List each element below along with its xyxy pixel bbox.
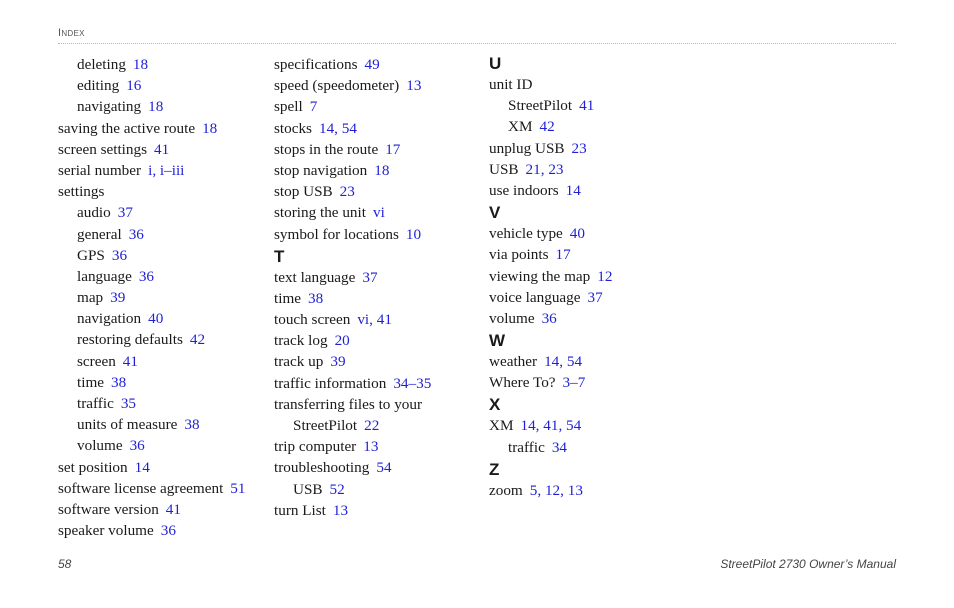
page-reference-link[interactable]: 52 <box>329 480 345 498</box>
page-reference-link[interactable]: 18 <box>132 56 149 73</box>
page-reference-link[interactable]: 36 <box>111 246 128 264</box>
page-reference-link[interactable]: 36 <box>138 267 155 285</box>
index-entry <box>274 288 431 309</box>
page-reference-link[interactable]: 17 <box>555 246 571 264</box>
index-term: units of measure <box>77 416 178 434</box>
page-reference-link[interactable]: 49 <box>364 56 380 73</box>
index-entry <box>489 415 612 436</box>
index-term: track up <box>274 353 324 371</box>
index-entry <box>274 330 431 351</box>
index-term: stop navigation <box>274 161 368 179</box>
page-reference-link[interactable]: 41 <box>154 140 170 158</box>
index-term: language <box>77 267 132 285</box>
index-term: use indoors <box>489 181 559 199</box>
index-entry <box>489 480 612 501</box>
index-term: storing the unit <box>274 204 366 222</box>
page-reference-link[interactable]: 14 <box>565 181 581 199</box>
index-term: traffic <box>508 438 545 456</box>
index-entry <box>274 54 431 75</box>
page-reference-link[interactable]: 36 <box>128 225 144 243</box>
page-reference-link[interactable]: 23 <box>571 139 587 157</box>
index-term: screen settings <box>58 140 147 158</box>
page-reference-link[interactable]: 17 <box>385 140 401 158</box>
index-entry <box>274 500 431 521</box>
page-reference-link[interactable]: 37 <box>587 288 603 306</box>
index-term: saving the active route <box>58 119 196 137</box>
index-subentry <box>58 245 245 266</box>
index-term: via points <box>489 246 549 264</box>
index-entry <box>274 267 431 288</box>
page-reference-link[interactable]: 3–7 <box>562 374 586 392</box>
index-subentry <box>58 75 245 96</box>
index-term: troubleshooting <box>274 459 370 477</box>
index-subentry <box>58 351 245 372</box>
index-term: touch screen <box>274 311 351 329</box>
page-reference-link[interactable]: 23 <box>339 183 355 201</box>
index-entry <box>274 394 431 415</box>
page-reference-link[interactable]: vi, 41 <box>357 311 392 329</box>
index-entry <box>58 478 245 499</box>
index-entry <box>274 351 431 372</box>
index-column-1 <box>58 54 245 541</box>
page-reference-link[interactable]: 38 <box>308 289 324 307</box>
index-subentry <box>489 95 612 116</box>
page-reference-link[interactable]: 41 <box>122 352 138 370</box>
index-entry <box>489 244 612 265</box>
index-entry <box>274 160 431 181</box>
index-letter-heading: Z <box>489 459 500 479</box>
index-term: vehicle type <box>489 225 563 243</box>
index-subentry <box>58 287 245 308</box>
index-entry <box>274 224 431 245</box>
page-reference-link[interactable]: 14, 54 <box>318 119 357 137</box>
index-entry <box>489 223 612 244</box>
page-reference-link[interactable]: 22 <box>364 417 380 434</box>
page-reference-link[interactable]: 36 <box>541 309 557 327</box>
index-entry <box>274 436 431 457</box>
page-reference-link[interactable]: 18 <box>374 161 390 179</box>
index-term: serial number <box>58 161 142 179</box>
index-term: trip computer <box>274 438 357 456</box>
index-term: traffic <box>77 395 114 412</box>
index-entry <box>489 287 612 308</box>
index-term: text language <box>274 268 356 286</box>
index-term: software version <box>58 500 159 518</box>
page-reference-link[interactable]: 14, 41, 54 <box>520 417 582 435</box>
index-entry <box>489 74 612 95</box>
page-reference-link[interactable]: 18 <box>202 119 218 137</box>
index-letter-heading: T <box>274 246 285 266</box>
page-reference-link[interactable]: 41 <box>165 500 181 518</box>
index-term: time <box>77 373 104 391</box>
index-subentry <box>58 435 245 456</box>
index-subentry <box>58 308 245 329</box>
index-subentry <box>58 54 245 75</box>
index-entry <box>489 351 612 372</box>
index-subentry <box>58 372 245 393</box>
index-column-2 <box>274 54 431 521</box>
page-reference-link[interactable]: 20 <box>334 332 350 350</box>
index-term: map <box>77 289 104 307</box>
index-term: unit ID <box>489 76 533 93</box>
page-reference-link[interactable]: 34 <box>551 438 568 456</box>
page-reference-link[interactable]: 40 <box>569 225 585 243</box>
index-term: software license agreement <box>58 479 224 497</box>
index-term: audio <box>77 204 111 222</box>
index-subentry <box>58 329 245 350</box>
page-reference-link[interactable]: 39 <box>110 289 126 307</box>
index-term: navigating <box>77 98 142 116</box>
index-term: editing <box>77 77 120 95</box>
index-term: stocks <box>274 119 312 137</box>
index-subentry <box>489 116 612 137</box>
index-term: stops in the route <box>274 140 379 158</box>
index-term: viewing the map <box>489 267 591 285</box>
page-reference-link[interactable]: 36 <box>129 437 145 455</box>
index-term: symbol for locations <box>274 225 399 243</box>
index-entry <box>58 160 245 181</box>
page-reference-link[interactable]: 42 <box>189 331 206 349</box>
page-reference-link[interactable]: vi <box>372 204 385 222</box>
index-entry <box>274 202 431 223</box>
page-reference-link[interactable]: 13 <box>406 77 422 95</box>
index-term: set position <box>58 458 128 476</box>
index-term: GPS <box>77 246 105 264</box>
page-reference-link[interactable]: i, i–iii <box>148 161 185 179</box>
index-term: spell <box>274 98 303 116</box>
index-term: speaker volume <box>58 522 154 540</box>
page-reference-link[interactable]: 21, 23 <box>525 160 564 178</box>
index-term: track log <box>274 332 328 350</box>
index-subentry <box>58 96 245 117</box>
page-reference-link[interactable]: 42 <box>539 118 555 136</box>
index-subentry <box>58 266 245 287</box>
page-reference-link[interactable]: 12 <box>597 267 613 285</box>
index-term: XM <box>508 118 533 136</box>
index-term: USB <box>489 160 519 178</box>
index-term: StreetPilot <box>508 97 573 115</box>
page-reference-link[interactable]: 39 <box>330 353 346 371</box>
page-reference-link[interactable]: 36 <box>160 522 176 540</box>
index-entry <box>489 180 612 201</box>
index-term: deleting <box>77 56 126 73</box>
page-reference-link[interactable]: 14, 54 <box>544 353 583 371</box>
index-letter-heading: U <box>489 54 502 73</box>
index-subentry <box>58 393 245 414</box>
page-reference-link[interactable]: 5, 12, 13 <box>529 481 583 499</box>
index-term: specifications <box>274 56 358 73</box>
page-reference-link[interactable]: 10 <box>405 225 422 243</box>
page-reference-link[interactable]: 40 <box>148 310 164 328</box>
index-entry <box>58 139 245 160</box>
page-reference-link[interactable]: 34–35 <box>393 374 432 392</box>
index-term: Where To? <box>489 374 556 392</box>
index-subentry <box>58 224 245 245</box>
index-term: general <box>77 225 122 243</box>
index-term: volume <box>489 309 535 327</box>
index-entry <box>58 499 245 520</box>
header-divider <box>58 43 896 44</box>
index-entry <box>274 96 431 117</box>
page-reference-link[interactable]: 35 <box>120 395 137 412</box>
page-number: 58 <box>58 557 72 571</box>
index-entry <box>274 139 431 160</box>
index-term: traffic information <box>274 374 387 392</box>
index-letter-heading: X <box>489 395 501 415</box>
index-subentry <box>58 202 245 223</box>
page-reference-link[interactable]: 16 <box>126 77 142 95</box>
index-term: XM <box>489 417 514 435</box>
index-term: USB <box>293 480 323 498</box>
index-term: turn List <box>274 501 326 519</box>
index-term: transferring files to your <box>274 395 423 413</box>
index-entry <box>489 266 612 287</box>
index-term: zoom <box>489 481 523 499</box>
index-term: voice language <box>489 288 581 306</box>
index-entry <box>274 75 431 96</box>
index-entry <box>58 118 245 139</box>
index-entry <box>58 520 245 541</box>
index-term: restoring defaults <box>77 331 183 349</box>
page-reference-link[interactable]: 54 <box>376 459 392 477</box>
index-term: settings <box>58 183 105 201</box>
index-entry <box>489 372 612 393</box>
index-entry <box>274 373 431 394</box>
manual-title: StreetPilot 2730 Owner’s Manual <box>720 557 896 571</box>
page-reference-link[interactable]: 13 <box>332 501 349 519</box>
index-entry <box>489 138 612 159</box>
page-reference-link[interactable]: 37 <box>117 204 133 222</box>
index-entry <box>489 159 612 180</box>
index-entry <box>274 457 431 478</box>
page-reference-link[interactable]: 7 <box>309 98 318 116</box>
index-column-3 <box>489 54 612 501</box>
page-reference-link[interactable]: 18 <box>148 98 164 116</box>
index-entry <box>58 181 245 202</box>
page-reference-link[interactable]: 13 <box>363 438 379 456</box>
page-reference-link[interactable]: 37 <box>362 268 378 286</box>
index-letter-heading: V <box>489 203 501 223</box>
index-subentry <box>58 414 245 435</box>
index-subentry <box>274 479 431 500</box>
index-entry <box>274 118 431 139</box>
index-subentry <box>274 415 431 436</box>
index-term: screen <box>77 352 116 370</box>
page-reference-link[interactable]: 41 <box>579 97 595 115</box>
page-reference-link[interactable]: 38 <box>184 416 200 434</box>
index-letter-heading: W <box>489 331 506 351</box>
index-term: speed (speedometer) <box>274 77 400 95</box>
index-entry <box>274 181 431 202</box>
running-header: Index <box>58 27 85 39</box>
index-term: unplug USB <box>489 139 565 157</box>
index-term: StreetPilot <box>293 417 358 434</box>
index-term: navigation <box>77 310 142 328</box>
page-reference-link[interactable]: 14 <box>134 458 150 476</box>
index-entry <box>274 309 431 330</box>
index-subentry <box>489 437 612 458</box>
index-term: volume <box>77 437 123 455</box>
index-term: time <box>274 289 301 307</box>
index-entry <box>489 308 612 329</box>
page-reference-link[interactable]: 38 <box>111 373 127 391</box>
index-term: weather <box>489 353 538 371</box>
index-term: stop USB <box>274 183 333 201</box>
index-entry <box>58 457 245 478</box>
page-reference-link[interactable]: 51 <box>230 479 246 497</box>
